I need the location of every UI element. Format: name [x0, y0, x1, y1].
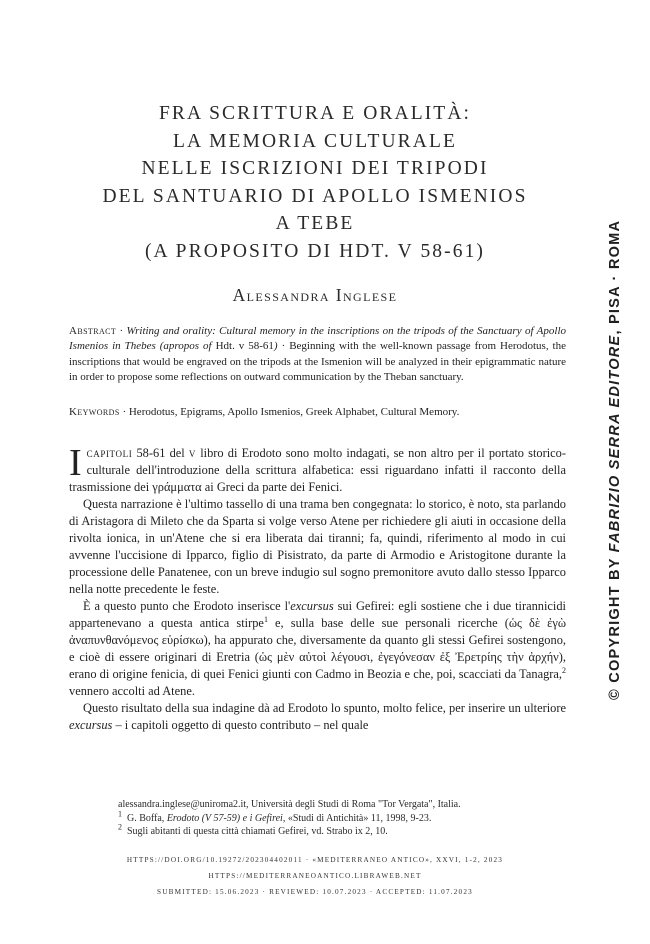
paragraph-4-text-a: Questo risultato della sua indagine dà ad Erodoto lo spunto, molto felice, per inserire un ulteriore [83, 701, 566, 715]
paragraph-3-text-a: È a questo punto che Erodoto inserisce l' [83, 599, 291, 613]
footnote-1-text-a: G. Boffa, [127, 812, 167, 824]
copyright-prefix: © COPYRIGHT BY [607, 552, 623, 700]
journal-website[interactable]: HTTPS://MEDITERRANEOANTICO.LIBRAWEB.NET [208, 872, 422, 880]
footnote-2 [118, 822, 566, 839]
paragraph-4-text-b: – i capitoli oggetto di questo contributo – nel quale [112, 718, 369, 732]
title-line-1: FRA SCRITTURA E ORALITÀ: [158, 103, 472, 124]
author-affiliation: alessandra.inglese@uniroma2.it, Università degli Studi di Roma "Tor Vergata", Italia. [118, 799, 461, 810]
title-line-6: (A PROPOSITO DI HDT. V 58-61) [144, 240, 486, 262]
abstract-text: · Beginning with the well-known passage from Herodotus, the inscriptions that would be engraved on the tripods at the Ismenion will be analyzed in their epigrammatic nature in order to propose some reflections on outward communication by the Theban sanctuary. [69, 340, 566, 383]
title-line-4: DEL SANTUARIO DI APOLLO ISMENIOS [102, 185, 528, 207]
keywords-text: · Herodotus, Epigrams, Apollo Ismenios, Greek Alphabet, Cultural Memory. [119, 406, 460, 418]
title-line-3: NELLE ISCRIZIONI DEI TRIPODI [141, 158, 489, 179]
footnote-1-title: Erodoto (V 57-59) e i Gefirei [166, 812, 283, 824]
abstract-title-part-b: ) [273, 340, 278, 353]
footnote-1-number: 1 [118, 809, 122, 819]
abstract-title-hdt: Hdt. v 58-61 [215, 340, 274, 353]
footnote-2-number: 2 [118, 822, 122, 832]
paragraph-1-book-number: v [188, 446, 197, 460]
author-name: Alessandra Inglese [232, 285, 398, 305]
title-line-5: A TEBE [275, 213, 355, 234]
paragraph-1-smallcaps: capitoli [86, 446, 133, 460]
abstract-title-part-a: Writing and orality: Cultural memory in the inscriptions on the tripods of the Sanctuary of Apollo Ismenios in Thebes (apropos of [69, 325, 566, 353]
paragraph-1-text-b: libro di Erodoto sono molto indagati, se non altro per il portato storico-culturale dell'introduzione della scrittura alfabetica: essi riguardano infatti il racconto della trasmissione dei γράμματα ai Greci da parte dei Fenici. [69, 446, 566, 494]
paragraph-3-text-c: e, sulla base delle sue personali ricerche (ὡς δὲ ἐγὼ ἀναπυνθανόμενος εὑρίσκω), ha appurato che, diversamente da quanto gli stessi Gefirei sostengono, e cioè di essere originari di Eretria (ὡς μὲν αὐτοὶ λέγουσι, ἐγεγόνεσαν ἐξ Ἐρετρίης τὴν ἀρχήν), erano di origine fenicia, di quei Fenici giunti con Cadmo in Beozia e che, poi, scacciati da Tanagra, [69, 616, 566, 681]
footnotes [118, 798, 566, 839]
doi-line[interactable]: HTTPS://DOI.ORG/10.19272/202304402011 · «MEDITERRANEO ANTICO», XXVI, 1-2, 2023 [126, 856, 504, 864]
paragraph-4-excursus: excursus [69, 718, 113, 732]
article-body [69, 442, 567, 734]
keywords [69, 405, 566, 420]
paragraph-3-text-d: vennero accolti ad Atene. [69, 684, 195, 698]
submission-dates: SUBMITTED: 15.06.2023 · REVIEWED: 10.07.2023 · ACCEPTED: 11.07.2023 [157, 888, 473, 896]
footnote-1 [118, 809, 566, 826]
drop-cap: I [69, 442, 82, 484]
paragraph-1-text-a: 58-61 del [132, 446, 189, 460]
paragraph-2: Questa narrazione è l'ultimo tassello di una trama ben congegnata: lo storico, è noto, sta parlando di Aristagora di Mileto che da Sparta si volge verso Atene per richiedere gli aiuti in occasione della rivolta ionica, in un'Atene che si era liberata dai tiranni; fa, quindi, riferimento al modo in cui avvenne l'uccisione di Ipparco, figlio di Pisistrato, da parte di Armodio e Aristogitone durante la processione delle Panatenee, con un breve indugio sul sogno premonitore avuto dallo stesso Ipparco nella notte precedente le feste. [69, 497, 566, 596]
footnote-2-text: Sugli abitanti di questa città chiamati Gefirei, vd. Strabo ix 2, 10. [127, 826, 388, 837]
paragraph-3 [69, 598, 566, 700]
copyright-location: , PISA · ROMA [607, 219, 623, 335]
copyright-notice [607, 220, 623, 700]
footnote-ref-1[interactable]: 1 [263, 614, 268, 624]
article-title [60, 100, 570, 265]
abstract [69, 324, 566, 385]
paragraph-3-text-b: sui Gefirei: egli sostiene che i due tirannicidi appartenevano a questa antica stirpe [69, 599, 567, 630]
footnote-1-text-b: , «Studi di Antichità» 11, 1998, 9-23. [282, 812, 432, 824]
keywords-label: Keywords [69, 406, 120, 418]
footnote-ref-2[interactable]: 2 [562, 665, 566, 675]
paragraph-1 [69, 442, 566, 496]
abstract-label: Abstract [69, 325, 117, 337]
title-line-2: LA MEMORIA CULTURALE [173, 130, 457, 152]
paragraph-4 [69, 700, 566, 734]
copyright-publisher: FABRIZIO SERRA EDITORE [607, 334, 623, 553]
paragraph-3-excursus: excursus [290, 599, 334, 613]
abstract-separator: · [116, 325, 127, 337]
